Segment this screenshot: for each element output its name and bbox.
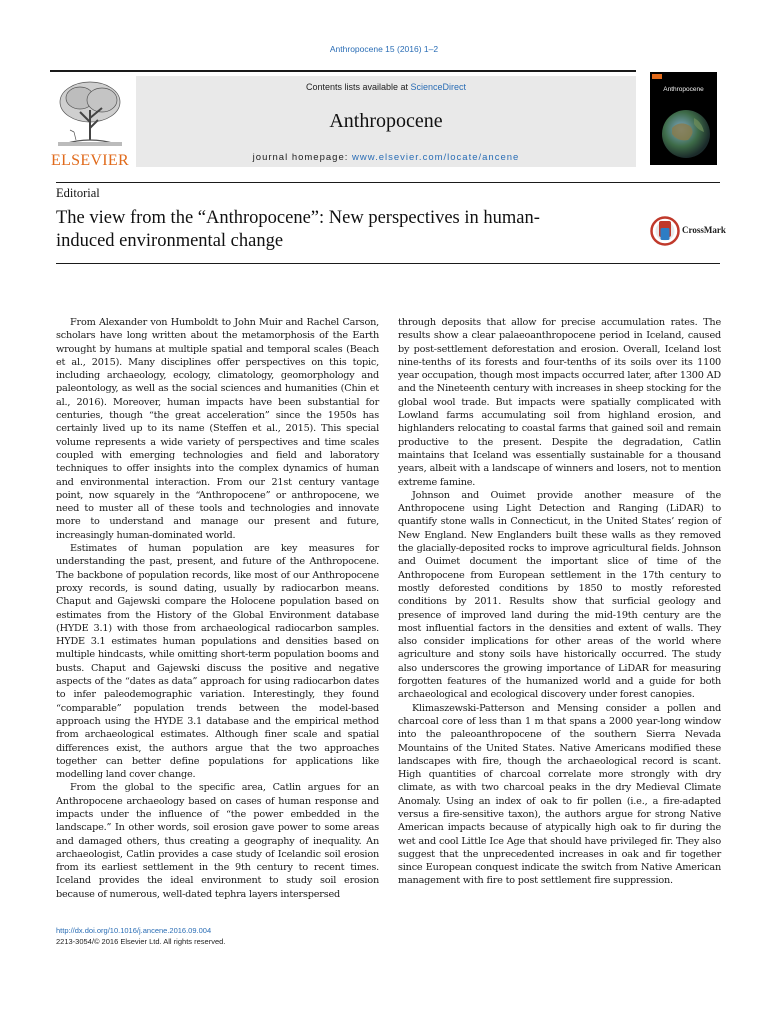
homepage-line — [136, 152, 636, 163]
journal-name: Anthropocene — [329, 110, 443, 132]
title-divider — [56, 263, 720, 264]
crossmark-label: CrossMark — [682, 225, 726, 235]
journal-citation[interactable]: Anthropocene 15 (2016) 1–2 — [329, 44, 439, 54]
elsevier-logo — [50, 78, 130, 170]
paragraph: Estimates of human population are key measures for understanding the past, present, and future of the Anthropocene. The backbone of population records, like most of our Anthropocene proxy records, is sound dating, usually by radiocarbon means. Chaput and Gajewski compare the Holocene population based on estimates from the History of the Global Environment database (HYDE 3.1) with those from archaeological radiocarbon samples. HYDE 3.1 estimates human populations and densities based on multiple hindcasts, while omitting short-term population booms and busts. Chaput and Gajewski discuss the positive and negative aspects of the “dates as data” approach for using radiocarbon dates to infer paleodemographic variation. Interestingly, they found “comparable” population trends between the model-based approach using the HYDE 3.1 database and the empirical method from archaeological estimates. Although finer scale and spatial differences exist, the authors argue that the two approaches together can better define populations for applications like modelling land cover change. — [56, 543, 379, 781]
doi-link[interactable]: http://dx.doi.org/10.1016/j.ancene.2016.09.004 — [56, 926, 212, 935]
body-column-left — [56, 316, 379, 901]
contents-line — [136, 82, 636, 92]
crossmark-badge[interactable] — [650, 214, 740, 250]
paragraph: From the global to the specific area, Catlin argues for an Anthropocene archaeology based on cases of human response and impacts under the influence of “the power embedded in the landscape.” In other words, soil erosion gave power to some areas and damaged others, thus creating a geography of inequality. An archaeologist, Catlin provides a case study of Icelandic soil erosion from its earliest settlement in the 9th century to recent times. Iceland provides the ideal environment to study soil erosion because of numerous, well-dated tephra layers interspersed — [56, 782, 379, 900]
body-column-right — [398, 316, 721, 888]
masthead — [50, 70, 636, 169]
journal-cover-thumbnail[interactable] — [650, 72, 717, 165]
elsevier-tree-icon — [50, 78, 130, 152]
copyright-notice: 2213-3054/© 2016 Elsevier Ltd. All rights reserved. — [56, 937, 226, 946]
elsevier-wordmark: ELSEVIER — [51, 152, 129, 169]
paragraph: through deposits that allow for precise accumulation rates. The results show a clear palaeoanthropocene period in Iceland, caused by post-settlement deforestation and erosion. Overall, Iceland lost nine-tenths of its forests and four-tenths of its soils over its 1100 year occupation, though most impacts occurred later, after 1300 AD and the Nineteenth century with increases in sheep stocking for the global wool trade. But impacts were spatially complicated with Lowland farms accumulating soil from highland erosion, and highlanders relocating to coastal farms that gained soil and remain productive to the present. Despite the degradation, Catlin maintains that Iceland was essentially sustainable for a thousand years, albeit with a landscape of winners and losers, not to mention extreme famine. — [398, 317, 721, 488]
homepage-prefix: journal homepage: — [252, 152, 353, 163]
crossmark-icon — [650, 214, 680, 248]
paragraph: From Alexander von Humboldt to John Muir and Rachel Carson, scholars have long written about the metamorphosis of the Earth wrought by humans at multiple spatial and temporal scales (Beach et al., 2015). Many disciplines offer perspectives on this topic, including archaeology, ecology, climatology, geomorphology and paleontology, as well as the social sciences and humanities (Chin et al., 2016). Moreover, human impacts have been substantial for centuries, though “the great acceleration” since the 1950s has certainly lived up to its name (Steffen et al., 2015). This special volume represents a wide variety of perspectives and time scales coupled with emerging technologies and field and laboratory techniques to offer insights into the complex dynamics of human and environmental interaction. From our 21st century vantage point, now squarely in the “Anthropocene” or anthropocene, we need to muster all of these tools and technologies and innovate more to understand and manage our present and future, increasingly human-dominated world. — [56, 317, 379, 541]
homepage-link[interactable]: www.elsevier.com/locate/ancene — [352, 152, 520, 163]
sciencedirect-link[interactable]: ScienceDirect — [410, 82, 467, 92]
cover-title: Anthropocene — [663, 86, 704, 93]
paragraph: Klimaszewski-Patterson and Mensing consider a pollen and charcoal core of less than 1 m that spans a 2000 year-long window into the paleoanthropocene of the southern Sierra Nevada Mountains of the United States. Native Americans modified these landscapes with fire, though the archaeological record is scant. High quantities of charcoal correlate more strongly with dry climate, as with two charcoal peaks in the dry Medieval Climate Anomaly. Using an index of oak to fir pollen (i.e., a fire-adapted versus a fire-sensitive taxon), the authors argue for strong Native American impacts because of atypically high oak to fir during the wet and cool Little Ice Age that should have privileged fir. They also suggest that the unprecedented increases in oak and fir together since European conquest indicate the switch from Native American management with fire to post settlement fire suppression. — [398, 702, 721, 887]
journal-header-box — [136, 76, 636, 167]
paragraph: Johnson and Ouimet provide another measure of the Anthropocene using Light Detection and Ranging (LiDAR) to quantify stone walls in Connecticut, in the United States’ region of New England. New Englanders built these walls as they removed the glacially-deposited rocks to improve agricultural fields. Johnson and Ouimet document the important slice of time of the Anthropocene from European settlement in the 17th century to mostly deforested conditions by 1850 to mostly reforested conditions by 2011. Results show that surficial geology and presence of improved land during the mid-19th century are the most influential factors in the densities and extent of walls. They also consider implications for other areas of the world where agriculture and stony soils have historically occurred. The study also underscores the growing importance of LiDAR for measuring forgotten features of the humanized world and a guide for both archaeological and ecological discovery under forest canopies. — [398, 489, 721, 701]
top-divider — [56, 182, 720, 183]
article-title: The view from the “Anthropocene”: New perspectives in human-induced environmental change — [56, 208, 540, 251]
article-footer — [56, 925, 225, 947]
contents-prefix: Contents lists available at — [305, 82, 411, 92]
article-type-label: Editorial — [56, 186, 100, 200]
globe-icon — [650, 72, 717, 165]
